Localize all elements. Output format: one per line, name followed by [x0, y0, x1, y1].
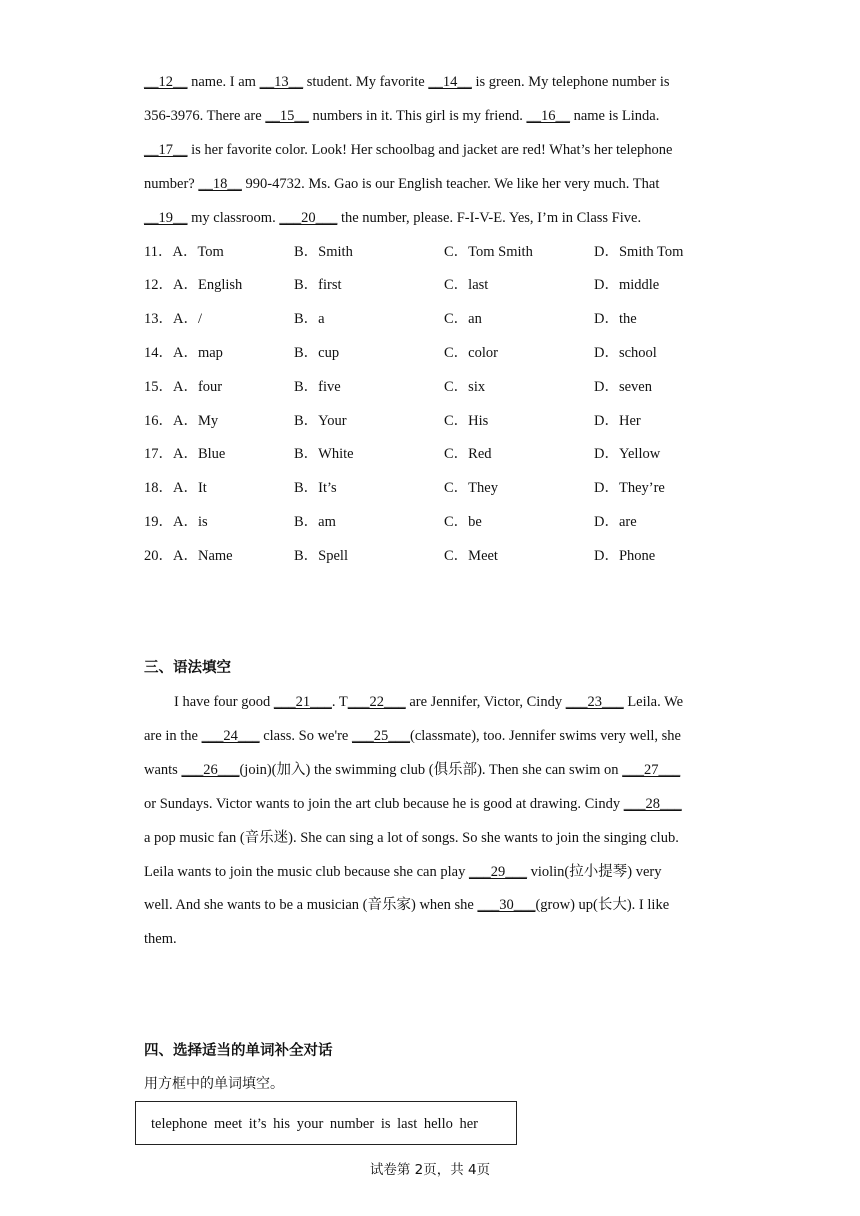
option-row	[144, 444, 744, 464]
text-segment: wants	[144, 762, 182, 778]
option-d: D．the	[594, 311, 637, 327]
section3-heading: 三、语法填空	[144, 660, 231, 676]
text-segment: are Jennifer, Victor, Cindy	[405, 694, 566, 710]
word-bank-box	[135, 1101, 517, 1145]
option-a	[144, 546, 233, 566]
text-line	[144, 726, 681, 746]
text-segment: are in the	[144, 728, 202, 744]
option-d: D．Phone	[594, 548, 656, 564]
text-segment: violin(拉小提琴) very	[526, 864, 662, 880]
question-number: 11．	[144, 244, 173, 260]
option-d: D．Yellow	[594, 446, 661, 462]
option-row	[144, 478, 744, 498]
option-b: B．first	[294, 277, 342, 293]
text-segment: (grow) up(长大). I like	[535, 897, 670, 913]
text-segment: 990-4732. Ms. Gao is our English teacher. We like her very much. That	[241, 176, 660, 192]
option-d: D．They’re	[594, 480, 665, 496]
option-b: B．It’s	[294, 480, 337, 496]
answer-blank: ___21___	[273, 694, 332, 710]
text-segment: number?	[144, 176, 199, 192]
option-a-text: A．My	[173, 413, 219, 429]
option-c: C．Meet	[444, 548, 498, 564]
text-segment: the number, please. F-I-V-E. Yes, I’m in Class Five.	[337, 210, 642, 226]
option-d: D．seven	[594, 379, 652, 395]
text-segment: my classroom.	[187, 210, 280, 226]
text-segment: name is Linda.	[569, 108, 660, 124]
option-d: D．are	[594, 514, 637, 530]
answer-blank: __12__	[144, 74, 188, 90]
text-line	[144, 140, 672, 160]
text-line	[144, 862, 661, 882]
text-line	[144, 794, 682, 814]
text-line	[144, 72, 670, 92]
answer-blank: ___25___	[352, 728, 410, 744]
option-a	[144, 444, 225, 464]
option-row	[144, 411, 744, 431]
option-a-text: A．Blue	[173, 446, 226, 462]
answer-blank: ___30___	[477, 897, 536, 913]
text-segment: Leila wants to join the music club because she can play	[144, 864, 469, 880]
option-b: B．cup	[294, 345, 340, 361]
option-c: C．an	[444, 311, 482, 327]
option-a-text: A．English	[173, 277, 243, 293]
text-segment: a pop music fan (音乐迷). She can sing a lot of songs. So she wants to join the singing club.	[144, 830, 679, 846]
option-b: B．Your	[294, 413, 347, 429]
option-c: C．be	[444, 514, 482, 530]
option-b: B．Smith	[294, 244, 353, 260]
option-a-text: A．It	[173, 480, 207, 496]
text-segment: student. My favorite	[303, 74, 429, 90]
option-row	[144, 546, 744, 566]
option-row	[144, 377, 744, 397]
question-number: 15．	[144, 379, 173, 395]
option-row	[144, 309, 744, 329]
answer-blank: ___29___	[468, 864, 527, 880]
text-segment: I have four good	[174, 694, 274, 710]
option-b: B．a	[294, 311, 325, 327]
answer-blank: __13__	[259, 74, 304, 90]
option-a	[144, 309, 202, 329]
option-a	[144, 512, 208, 532]
text-segment: (classmate), too. Jennifer swims very well, she	[410, 728, 681, 744]
word-bank: telephone meet it’s his your number is last hello her	[151, 1116, 479, 1132]
option-b: B．am	[294, 514, 336, 530]
option-a-text: A．Tom	[172, 244, 224, 260]
answer-blank: __19__	[144, 210, 188, 226]
text-line	[144, 208, 641, 228]
section4-heading: 四、选择适当的单词补全对话	[144, 1043, 333, 1059]
option-d: D．Her	[594, 413, 641, 429]
option-a	[144, 478, 207, 498]
answer-blank: ___24___	[201, 728, 260, 744]
option-a-text: A．Name	[173, 548, 233, 564]
option-a	[144, 377, 222, 397]
answer-blank: ___26___	[181, 762, 240, 778]
text-line	[144, 106, 659, 126]
text-segment: is green. My telephone number is	[471, 74, 670, 90]
answer-blank: __14__	[428, 74, 472, 90]
question-number: 13．	[144, 311, 173, 327]
text-segment: or Sundays. Victor wants to join the art club because he is good at drawing. Cindy	[144, 796, 624, 812]
option-c: C．color	[444, 345, 498, 361]
text-segment: numbers in it. This girl is my friend.	[308, 108, 527, 124]
option-c: C．His	[444, 413, 489, 429]
text-segment: . T	[331, 694, 348, 710]
answer-blank: __18__	[198, 176, 242, 192]
text-segment: well. And she wants to be a musician (音乐家) when she	[144, 897, 478, 913]
answer-blank: ___23___	[565, 694, 624, 710]
question-number: 17．	[144, 446, 173, 462]
answer-blank: __15__	[265, 108, 309, 124]
option-c: C．last	[444, 277, 489, 293]
option-c: C．Red	[444, 446, 492, 462]
text-line	[144, 174, 659, 194]
answer-blank: __16__	[526, 108, 570, 124]
option-a	[144, 411, 218, 431]
option-b: B．Spell	[294, 548, 348, 564]
text-segment: class. So we're	[259, 728, 352, 744]
option-row	[144, 242, 744, 262]
text-line	[174, 692, 683, 712]
question-number: 12．	[144, 277, 173, 293]
option-a-text: A．is	[173, 514, 208, 530]
text-segment: name. I am	[187, 74, 260, 90]
question-number: 20．	[144, 548, 173, 564]
text-line	[144, 895, 669, 915]
option-a-text: A．map	[173, 345, 223, 361]
option-a	[144, 343, 223, 363]
question-number: 14．	[144, 345, 173, 361]
text-segment: Leila. We	[623, 694, 684, 710]
option-row	[144, 275, 744, 295]
option-c: C．They	[444, 480, 498, 496]
text-segment: 356-3976. There are	[144, 108, 266, 124]
answer-blank: ___22___	[347, 694, 406, 710]
answer-blank: ___20___	[279, 210, 338, 226]
text-line	[144, 828, 679, 848]
page-footer: 试卷第 2页，共 4页	[369, 1162, 491, 1178]
text-line	[144, 929, 177, 949]
option-a-text: A．/	[173, 311, 202, 327]
text-segment: is her favorite color. Look! Her schoolbag and jacket are red! What’s her telephone	[187, 142, 673, 158]
option-b: B．five	[294, 379, 341, 395]
text-segment: them.	[144, 931, 177, 947]
option-d: D．middle	[594, 277, 660, 293]
option-d: D．school	[594, 345, 657, 361]
option-a	[144, 242, 224, 262]
text-segment: (join)(加入) the swimming club (俱乐部). Then she can swim on	[239, 762, 623, 778]
section4-instruction: 用方框中的单词填空。	[144, 1076, 284, 1092]
question-number: 19．	[144, 514, 173, 530]
option-c: C．Tom Smith	[444, 244, 533, 260]
option-row	[144, 343, 744, 363]
answer-blank: __17__	[144, 142, 188, 158]
answer-blank: ___28___	[623, 796, 682, 812]
text-line	[144, 760, 680, 780]
option-c: C．six	[444, 379, 486, 395]
answer-blank: ___27___	[622, 762, 681, 778]
option-row	[144, 512, 744, 532]
option-a	[144, 275, 242, 295]
option-d: D．Smith Tom	[594, 244, 684, 260]
question-number: 16．	[144, 413, 173, 429]
question-number: 18．	[144, 480, 173, 496]
option-b: B．White	[294, 446, 354, 462]
option-a-text: A．four	[173, 379, 223, 395]
